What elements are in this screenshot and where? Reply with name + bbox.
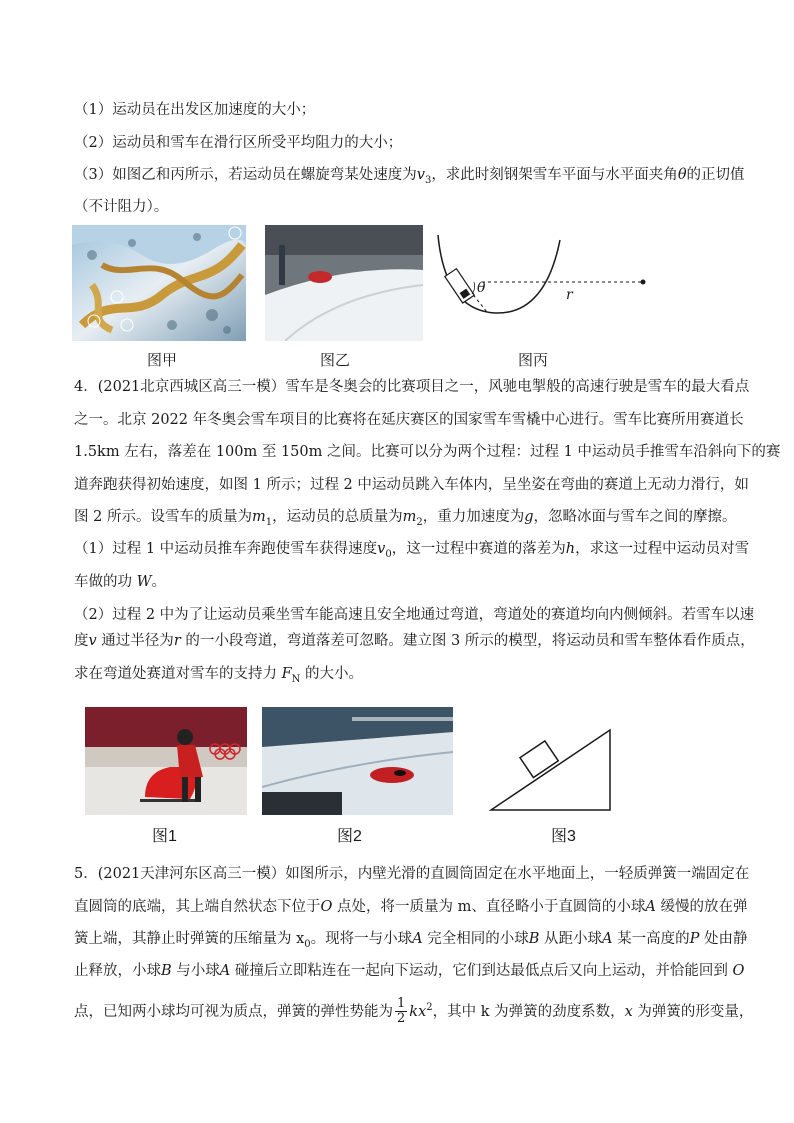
figure-bing-label-r: r <box>566 287 573 303</box>
fraction-one-half: $\frac{1}{2}$ <box>397 996 406 1027</box>
figure-1-caption: 图1 <box>152 828 177 845</box>
q4-part2-line-3: 求在弯道处赛道对雪车的支持力 $F_N$ 的大小。 <box>74 666 364 685</box>
figure-bing-caption: 图丙 <box>518 351 549 369</box>
figure-jia-image <box>72 225 246 341</box>
q3-part1: （1）运动员在出发区加速度的大小； <box>74 102 316 118</box>
figure-2-image <box>262 707 453 815</box>
q4-part2-line-2: 度v 通过半径为r 的一小段弯道，弯道落差可忽略。建立图 3 所示的模型，将运动员和雪车整体看作质点， <box>74 633 755 649</box>
figure-3-diagram <box>488 727 613 813</box>
q3-part2: （2）运动员和雪车在滑行区所受平均阻力的大小； <box>74 135 403 151</box>
figure-bing-label-theta: θ <box>477 280 486 296</box>
q4-line-3: 1.5km 左右，落差在 100m 至 150m 之间。比赛可以分为两个过程：过程 1 中运动员手推雪车沿斜向下的赛 <box>74 444 781 460</box>
q4-part1-cont: 车做的功 W。 <box>74 574 167 590</box>
q3-part3: （3）如图乙和丙所示，若运动员在螺旋弯某处速度为$v_3$，求此时刻钢架雪车平面与水平面夹角θ的正切值 <box>74 167 745 186</box>
q5-line-4: 止释放，小球B 与小球A 碰撞后立即粘连在一起向下运动，它们到达最低点后又向上运动，并恰能回到 O <box>74 963 745 979</box>
figure-jia-caption: 图甲 <box>147 351 178 369</box>
q5-line-5: 点，已知两小球均可视为质点，弹簧的弹性势能为 $\frac{1}{2}$ $kx^2$，其中 k 为弹簧的劲度系数，x 为弹簧的形变量， <box>74 996 754 1027</box>
figure-1-image <box>85 707 247 815</box>
q3-part3-cont: （不计阻力）。 <box>74 199 169 215</box>
q4-line-5: 图 2 所示。设雪车的质量为$m_1$，运动员的总质量为$m_2$，重力加速度为g，忽略冰面与雪车之间的摩擦。 <box>74 509 737 528</box>
q5-line-1: 5．(2021天津河东区高三一模）如图所示，内壁光滑的直圆筒固定在水平地面上，一轻质弹簧一端固定在 <box>74 866 750 882</box>
figure-bing-diagram <box>430 225 660 345</box>
figure-3-caption: 图3 <box>551 828 576 845</box>
q4-line-2: 之一。北京 2022 年冬奥会雪车项目的比赛将在延庆赛区的国家雪车雪橇中心进行。雪车比赛所用赛道长 <box>74 412 744 428</box>
q5-line-3: 簧上端，其静止时弹簧的压缩量为 $x_0$。现将一与小球A 完全相同的小球B 从距小球A 某一高度的P 处由静 <box>74 931 748 950</box>
q4-line-4: 道奔跑获得初始速度，如图 1 所示；过程 2 中运动员跳入车体内，呈坐姿在弯曲的赛道上无动力滑行，如 <box>74 477 749 493</box>
figure-yi-image <box>265 225 423 341</box>
q4-part1: （1）过程 1 中运动员推车奔跑使雪车获得速度$v_0$，这一过程中赛道的落差为h，求这一过程中运动员对雪 <box>74 541 750 560</box>
q5-line-2: 直圆筒的底端，其上端自然状态下位于O 点处，将一质量为 m、直径略小于直圆筒的小球A 缓慢的放在弹 <box>74 899 748 915</box>
figure-yi-caption: 图乙 <box>320 351 351 369</box>
q4-line-1: 4．(2021北京西城区高三一模）雪车是冬奥会的比赛项目之一，风驰电掣般的高速行驶是雪车的最大看点 <box>74 379 750 395</box>
q4-part2-line-1: （2）过程 2 中为了让运动员乘坐雪车能高速且安全地通过弯道，弯道处的赛道均向内侧倾斜。若雪车以速 <box>74 607 755 623</box>
figure-2-caption: 图2 <box>337 828 362 845</box>
